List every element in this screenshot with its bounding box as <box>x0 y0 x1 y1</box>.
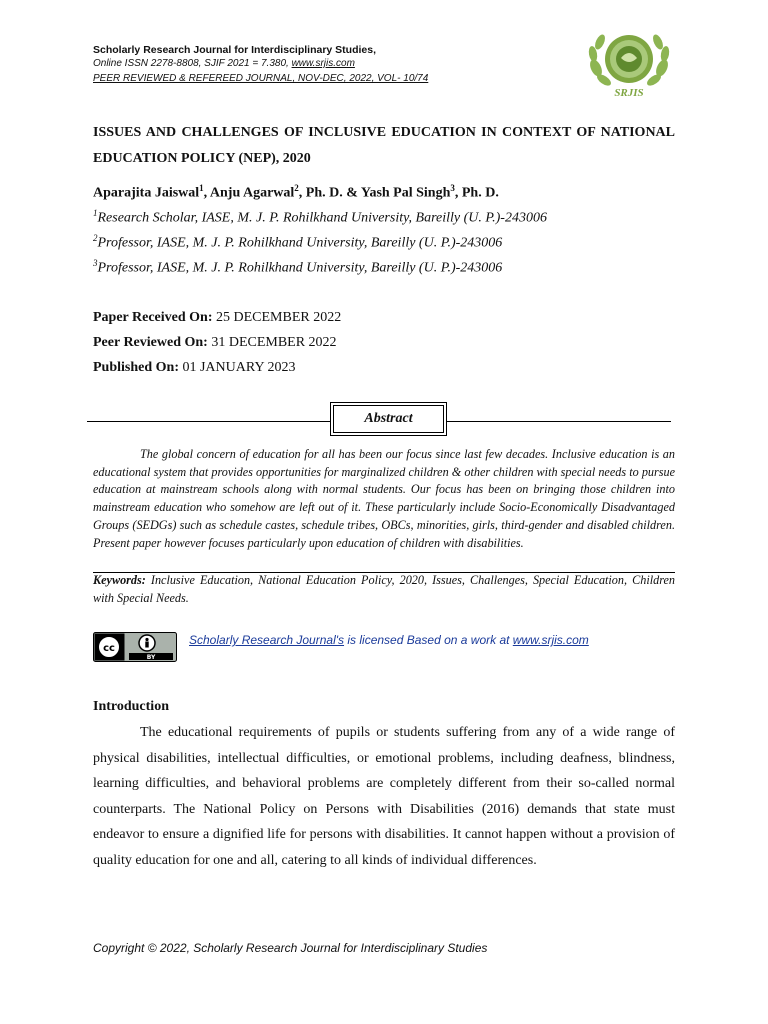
author-3: , Ph. D. & Yash Pal Singh <box>298 185 451 201</box>
review-line: PEER REVIEWED & REFEREED JOURNAL, NOV-DEC, 2022, VOL- 10/74 <box>93 73 429 84</box>
date-published-label: Published On: <box>93 360 179 375</box>
keywords-label: Keywords: <box>93 573 146 587</box>
affiliation-2-sup: 2 <box>93 233 98 243</box>
author-3-sup: 3 <box>450 183 455 193</box>
license-middle-text: is licensed Based on a work at <box>344 633 513 647</box>
by-label: BY <box>146 654 156 661</box>
cc-label: cc <box>103 643 115 654</box>
affiliation-1 <box>93 208 547 227</box>
author-2-sup: 2 <box>294 183 299 193</box>
date-reviewed <box>93 335 337 351</box>
srjis-logo <box>584 28 674 100</box>
srjis-site-link[interactable]: www.srjis.com <box>512 633 589 647</box>
affiliation-2-text: Professor, IASE, M. J. P. Rohilkhand University, Bareilly (U. P.)-243006 <box>97 235 503 251</box>
affiliation-3 <box>93 258 502 277</box>
author-1: Aparajita Jaiswal <box>93 185 200 201</box>
issn-text: Online ISSN 2278-8808, SJIF 2021 = 7.380, <box>93 58 292 69</box>
logo-text: SRJIS <box>614 87 644 99</box>
affiliation-1-sup: 1 <box>93 208 98 218</box>
author-1-sup: 1 <box>199 183 204 193</box>
introduction-heading: Introduction <box>93 699 169 714</box>
keywords-text: Inclusive Education, National Education Policy, 2020, Issues, Challenges, Special Education, Children with Special Needs. <box>93 573 675 605</box>
date-reviewed-value: 31 DECEMBER 2022 <box>207 335 337 350</box>
license-line <box>189 633 589 647</box>
journal-name: Scholarly Research Journal for Interdisciplinary Studies, <box>93 44 377 56</box>
abstract-heading-box <box>330 402 447 436</box>
date-received-value: 25 DECEMBER 2022 <box>212 310 342 325</box>
author-2: , Anju Agarwal <box>203 185 295 201</box>
copyright-footer: Copyright © 2022, Scholarly Research Journal for Interdisciplinary Studies <box>93 941 488 955</box>
affiliation-2 <box>93 233 502 252</box>
abstract-rule-right <box>447 421 671 422</box>
date-published <box>93 360 296 376</box>
date-received-label: Paper Received On: <box>93 310 213 325</box>
authors <box>93 183 499 202</box>
journal-license-link[interactable]: Scholarly Research Journal's <box>189 633 345 647</box>
keywords <box>93 571 675 607</box>
abstract-rule-left <box>87 421 330 422</box>
affiliation-3-text: Professor, IASE, M. J. P. Rohilkhand University, Bareilly (U. P.)-243006 <box>97 260 503 276</box>
date-published-value: 01 JANUARY 2023 <box>178 360 296 375</box>
introduction-text: The educational requirements of pupils or students suffering from any of a wide range of physical disabilities, intellectual difficulties, or emotional problems, including deafness, blindness, learning difficulties, and behavioral problems are completely different from their so-called normal counterparts. The National Policy on Persons with Disabilities (2016) demands that state must endeavor to ensure a dignified life for persons with disabilities. It cannot happen without a provision of quality education for one and all, catering to all kinds of individual differences. <box>93 725 675 868</box>
issn-line <box>93 58 355 69</box>
abstract-heading: Abstract <box>333 405 444 433</box>
date-received <box>93 310 341 326</box>
paper-title: ISSUES AND CHALLENGES OF INCLUSIVE EDUCATION IN CONTEXT OF NATIONAL EDUCATION POLICY (NEP), 2020 <box>93 125 675 166</box>
affiliation-3-sup: 3 <box>93 258 98 268</box>
cc-by-badge[interactable] <box>93 632 177 662</box>
author-3-suffix: , Ph. D. <box>454 185 499 201</box>
date-reviewed-label: Peer Reviewed On: <box>93 335 208 350</box>
affiliation-1-text: Research Scholar, IASE, M. J. P. Rohilkhand University, Bareilly (U. P.)-243006 <box>97 210 547 226</box>
website-link[interactable]: www.srjis.com <box>291 58 355 69</box>
abstract-text: The global concern of education for all has been our focus since last few decades. Inclusive education is an educational system that provides opportunities for marginalized children & other children with special needs to pursue education at mainstream schools along with normal students. Our focus has been on bringing those children into mainstream education who somehow are left out of it. These particularly include Socio-Economically Disadvantaged Groups (SEDGs) such as schedule castes, schedule tribes, OBCs, minorities, girls, third-gender and disabled children. Present paper however focuses particularly upon education of children with disabilities. <box>93 447 675 550</box>
